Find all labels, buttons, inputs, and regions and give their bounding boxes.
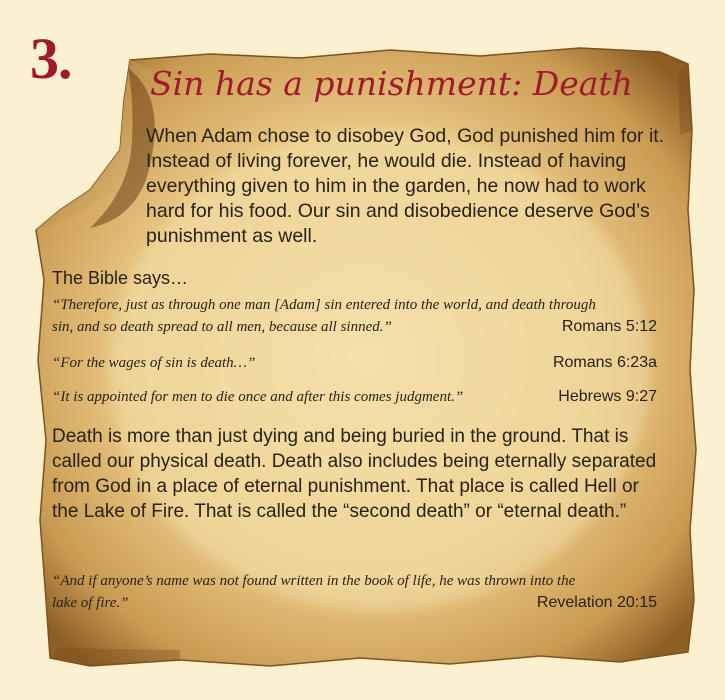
verse-line: “And if anyone’s name was not found written in the book of life, he was thrown into the bbox=[52, 573, 576, 589]
verse-line: “For the wages of sin is death…” bbox=[52, 355, 256, 371]
step-number: 3. bbox=[30, 26, 72, 91]
verse-line: lake of fire.” bbox=[52, 595, 129, 611]
death-explanation-paragraph: Death is more than just dying and being buried in the ground. That is called our physical death. Death also includes being eternally separated from God in a place of eternal punishment. That place is called Hell or the Lake of Fire. That is called the “second death” or “eternal death.” bbox=[52, 426, 657, 522]
bible-says-label: The Bible says… bbox=[52, 268, 189, 288]
verse-reference: Romans 6:23a bbox=[552, 354, 657, 371]
verse-line: “It is appointed for men to die once and after this comes judgment.” bbox=[52, 389, 464, 405]
verse-line: sin, and so death spread to all men, because all sinned.” bbox=[52, 319, 392, 335]
verse-reference: Revelation 20:15 bbox=[536, 594, 657, 611]
verse-reference: Hebrews 9:27 bbox=[558, 388, 657, 405]
intro-paragraph: When Adam chose to disobey God, God punished him for it. Instead of living forever, he would die. Instead of having everything given to him in the garden, he now had to work hard for his food. Our sin and disobedience deserve God’s punishment as well. bbox=[146, 125, 665, 247]
verse-reference: Romans 5:12 bbox=[561, 318, 657, 335]
verse-line: “Therefore, just as through one man [Adam] sin entered into the world, and death through bbox=[52, 297, 596, 313]
page-title: Sin has a punishment: Death bbox=[150, 64, 633, 103]
